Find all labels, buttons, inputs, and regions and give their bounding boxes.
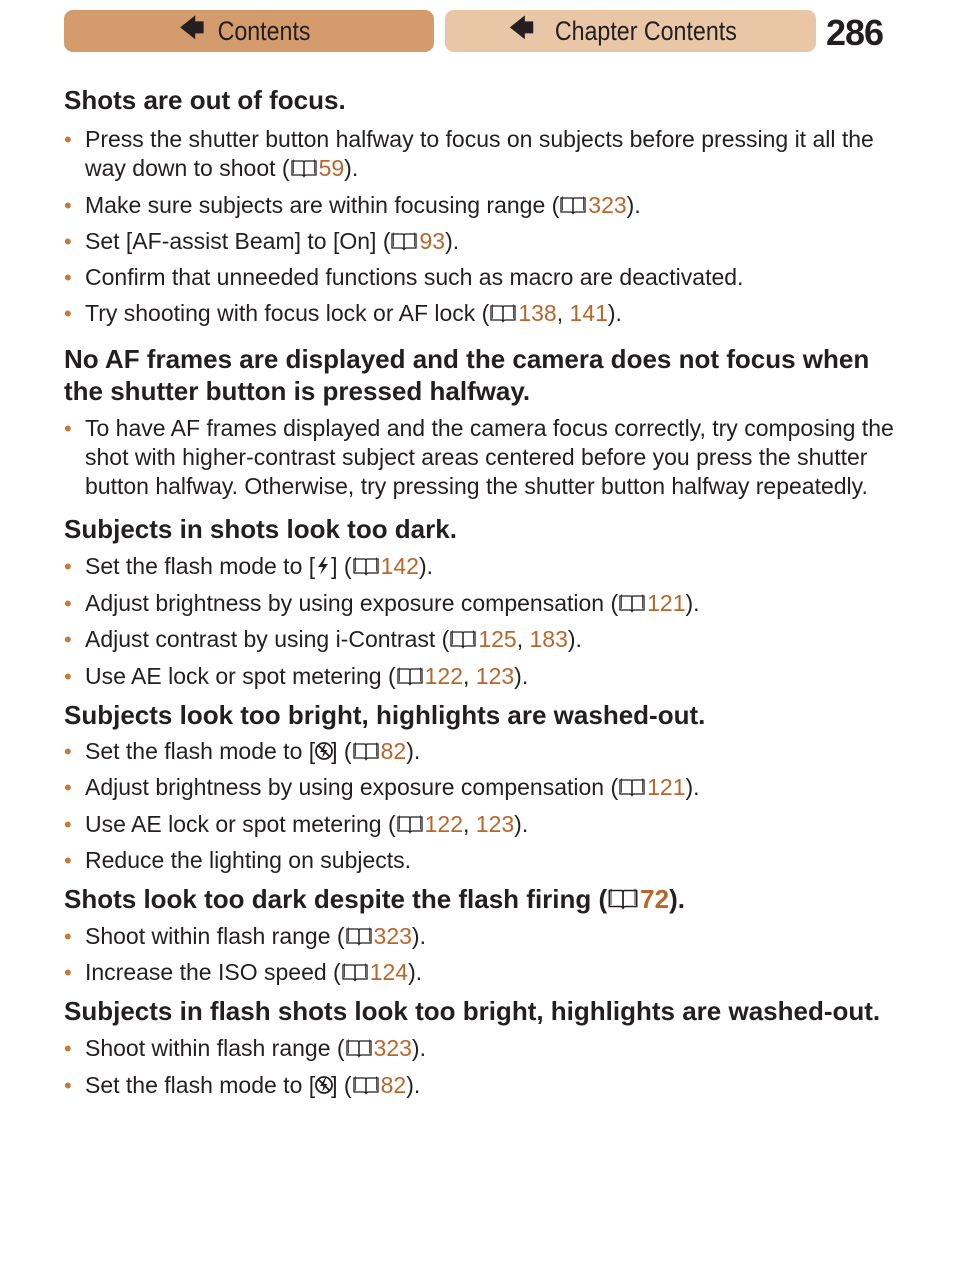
book-reference-icon [345,1038,373,1058]
item-separator: , [463,663,476,689]
contents-button-label: Contents [217,15,311,46]
item-text-end: ). [344,155,359,181]
heading-text: Shots look too dark despite the flash firing ( [64,884,608,914]
item-separator: , [516,626,530,652]
list-item [64,1034,894,1063]
item-text: Adjust brightness by using exposure compensation ( [85,590,619,616]
bullet-list [64,1034,894,1100]
page-link[interactable]: 323 [373,1035,412,1061]
list-item [64,414,894,501]
flash-on-icon [315,554,331,574]
list-item [64,552,894,581]
list-item [64,846,894,875]
item-text: Confirm that unneeded functions such as macro are deactivated. [85,264,744,290]
book-reference-icon [396,814,424,834]
page-link[interactable]: 125 [478,626,517,652]
list-item [64,922,894,951]
item-text: Press the shutter button halfway to focus on subjects before pressing it all the way down to shoot ( [85,126,874,181]
item-text-end: ). [406,1072,421,1098]
item-text: Reduce the lighting on subjects. [85,847,412,873]
book-reference-icon [559,195,587,215]
list-item [64,662,894,691]
contents-button[interactable] [64,10,434,52]
section-heading: No AF frames are displayed and the camera does not focus when the shutter button is pressed halfway. [64,344,870,406]
book-reference-icon [345,926,373,946]
item-text-end: ). [408,959,423,985]
list-item [64,263,894,292]
book-reference-icon [352,556,380,576]
book-reference-icon [396,666,424,686]
book-reference-icon [618,777,646,797]
book-reference-icon [352,1075,380,1095]
item-text-end: ). [607,300,622,326]
page-link[interactable]: 123 [475,663,515,689]
page-link[interactable]: 82 [380,1072,407,1098]
list-item [64,589,894,618]
book-reference-icon [290,158,318,178]
item-text-mid: ] ( [331,1072,352,1098]
list-item [64,625,894,654]
list-item [64,773,894,802]
section-heading: Subjects look too bright, highlights are washed-out. [64,700,706,730]
item-text-end: ). [514,811,529,837]
item-text-end: ). [406,738,421,764]
page-link[interactable]: 82 [380,738,407,764]
section-heading [64,883,894,915]
item-separator: , [463,811,476,837]
page-link[interactable]: 323 [373,923,412,949]
item-text-end: ). [514,663,529,689]
book-reference-icon [607,887,639,910]
item-text-end: ). [626,192,641,218]
item-text: Adjust contrast by using i-Contrast ( [85,626,450,652]
page-link[interactable]: 323 [588,192,627,218]
page-link[interactable]: 121 [647,774,686,800]
page-link[interactable]: 93 [419,228,446,254]
page-content [64,84,894,1100]
flash-off-icon [315,1073,331,1093]
book-reference-icon [618,593,646,613]
page-link[interactable]: 72 [640,884,670,914]
item-text-end: ). [411,923,426,949]
list-item [64,227,894,256]
chapter-contents-button-label: Chapter Contents [554,15,737,46]
page-link[interactable]: 142 [380,553,419,579]
page-link[interactable]: 124 [369,959,409,985]
bullet-list [64,414,894,501]
book-reference-icon [341,962,369,982]
bullet-list [64,737,894,875]
page-link[interactable]: 123 [475,811,515,837]
bullet-list [64,552,894,691]
page-link[interactable]: 121 [647,590,686,616]
list-item [64,299,894,328]
item-text: Set the flash mode to [ [85,738,316,764]
item-text: Set the flash mode to [ [85,553,316,579]
flash-off-icon [315,739,331,759]
item-text: Use AE lock or spot metering ( [85,663,396,689]
item-separator: , [556,300,570,326]
item-text: To have AF frames displayed and the camera focus correctly, try composing the shot with higher-contrast subject areas centered before you press the shutter button halfway. Otherwise, try pressing the shutter button halfway repeatedly. [85,415,894,499]
list-item [64,1071,894,1100]
arrow-left-icon: 🡄 [509,14,535,42]
item-text: Use AE lock or spot metering ( [85,811,396,837]
bullet-list [64,922,894,987]
item-text-end: ). [685,774,700,800]
list-item [64,125,894,183]
item-text-mid: ] ( [331,553,352,579]
item-text: Increase the ISO speed ( [85,959,341,985]
book-reference-icon [489,303,517,323]
page-link[interactable]: 59 [318,155,345,181]
page-link[interactable]: 141 [569,300,608,326]
list-item [64,191,894,220]
section-heading: Shots are out of focus. [64,85,346,115]
item-text: Shoot within flash range ( [85,923,345,949]
item-text-mid: ] ( [331,738,352,764]
section-heading: Subjects in shots look too dark. [64,514,457,544]
item-text-end: ). [411,1035,426,1061]
item-text-end: ). [567,626,582,652]
item-text: Set [AF-assist Beam] to [On] ( [85,228,391,254]
section-heading: Subjects in flash shots look too bright, highlights are washed-out. [64,996,881,1026]
item-text: Make sure subjects are within focusing range ( [85,192,560,218]
item-text: Try shooting with focus lock or AF lock ( [85,300,490,326]
item-text: Shoot within flash range ( [85,1035,345,1061]
page-link[interactable]: 138 [518,300,557,326]
heading-text-end: ). [669,884,685,914]
page-link[interactable]: 183 [529,626,568,652]
list-item [64,958,894,987]
book-reference-icon [352,741,380,761]
chapter-contents-button[interactable] [445,10,816,52]
page-link[interactable]: 122 [424,811,463,837]
page-link[interactable]: 122 [424,663,463,689]
page-number: 286 [826,12,884,53]
item-text: Adjust brightness by using exposure compensation ( [85,774,619,800]
book-reference-icon [449,629,477,649]
item-text-end: ). [445,228,460,254]
item-text-end: ). [418,553,434,579]
item-text: Set the flash mode to [ [85,1072,316,1098]
list-item [64,810,894,839]
list-item [64,737,894,766]
arrow-left-icon: 🡄 [179,14,205,42]
item-text-end: ). [685,590,700,616]
book-reference-icon [390,231,418,251]
bullet-list [64,125,894,328]
